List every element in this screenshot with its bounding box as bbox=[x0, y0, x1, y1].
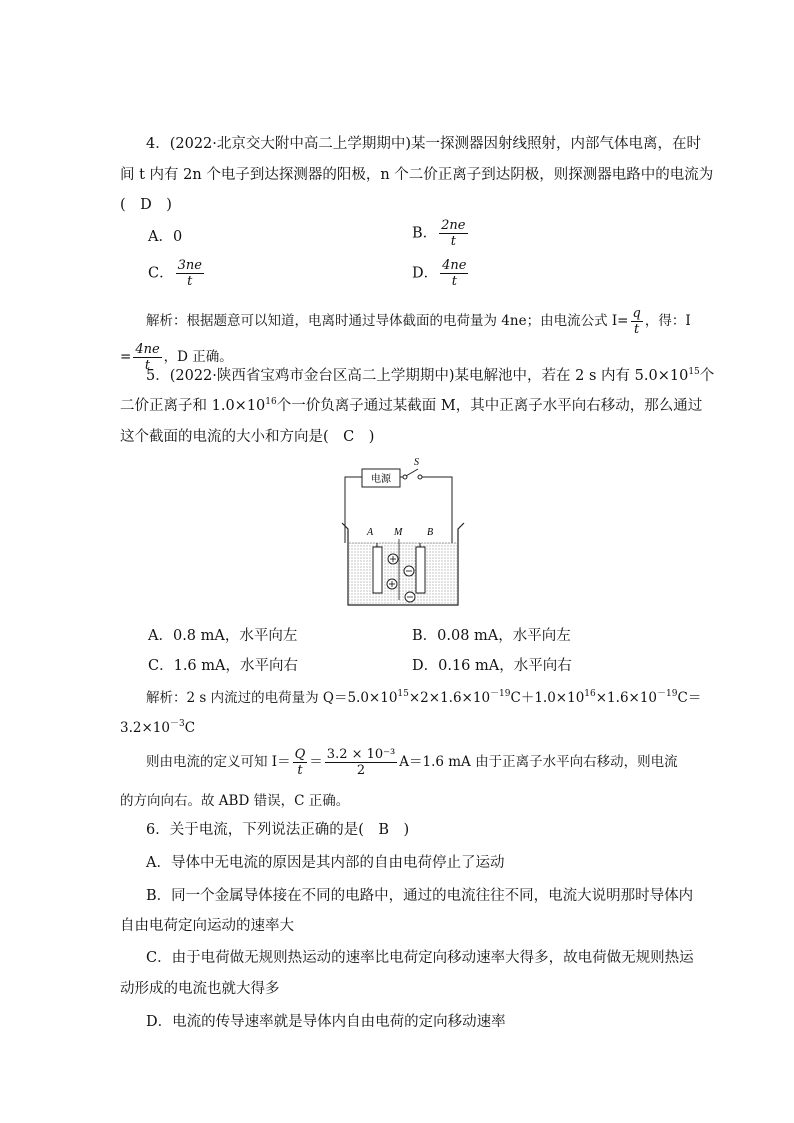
q5-solution-line3 bbox=[146, 747, 678, 778]
text-segment: 则由电流的定义可知 I＝ bbox=[146, 754, 291, 770]
fraction-numerator: 4ne bbox=[135, 342, 160, 357]
text-segment: ×2×1.6×10 bbox=[408, 690, 491, 706]
superscript: 16 bbox=[265, 397, 277, 407]
solution-fraction bbox=[325, 747, 397, 778]
q4-answer: ( D ) bbox=[120, 197, 172, 213]
q4-option-b-label: B． bbox=[412, 225, 438, 242]
q6-option-c-line2: 动形成的电流也就大得多 bbox=[120, 981, 280, 997]
q4-solution-line1 bbox=[146, 306, 691, 337]
superscript: －3 bbox=[169, 719, 185, 729]
fraction-denominator: t bbox=[187, 274, 193, 289]
q5-stem-line2 bbox=[120, 394, 702, 415]
text-segment: ＝ bbox=[309, 754, 323, 770]
q5-solution-line2 bbox=[120, 716, 195, 736]
fraction-numerator: q bbox=[632, 306, 641, 321]
fraction-denominator: t bbox=[144, 358, 151, 373]
q4-option-d-label: D． bbox=[412, 265, 439, 282]
text-segment: 解析：2 s 内流过的电荷量为 Q＝5.0×10 bbox=[146, 690, 398, 706]
q4-option-c-label: C． bbox=[148, 265, 174, 282]
label-b: B bbox=[427, 527, 434, 538]
text-segment: ×1.6×10 bbox=[595, 690, 658, 706]
q4-option-b bbox=[412, 218, 470, 249]
electrode-a bbox=[373, 547, 382, 593]
label-a: A bbox=[367, 527, 374, 538]
q6-option-a: A．导体中无电流的原因是其内部的自由电荷停止了运动 bbox=[146, 855, 505, 871]
q5-option-d: D．0.16 mA，水平向右 bbox=[412, 658, 572, 674]
solution-fraction bbox=[631, 306, 643, 337]
power-source-label: 电源 bbox=[371, 474, 391, 485]
q4-option-a: A．0 bbox=[148, 229, 183, 245]
q5-solution-line1 bbox=[146, 686, 701, 706]
q4-stem-line2: 间 t 内有 2n 个电子到达探测器的阳极，n 个二价正离子到达阴极，则探测器电路中的电流为 bbox=[120, 167, 714, 183]
text-segment: 二价正离子和 1.0×10 bbox=[120, 398, 266, 414]
fraction-numerator: 4ne bbox=[442, 258, 467, 273]
text-segment: C bbox=[184, 720, 196, 736]
negative-ion-2 bbox=[405, 592, 415, 602]
fraction-numerator: 3.2 × 10⁻³ bbox=[326, 747, 396, 762]
text-segment: 解析：根据题意可以知道，电离时通过导体截面的电荷量为 4ne；由电流公式 I= bbox=[146, 313, 629, 329]
positive-ion-1 bbox=[388, 554, 398, 564]
positive-ion-2 bbox=[387, 579, 397, 589]
text-segment: 个 bbox=[699, 368, 715, 384]
switch-blade bbox=[406, 469, 418, 476]
superscript: －19 bbox=[657, 689, 678, 699]
fraction-numerator: Q bbox=[294, 747, 306, 762]
fraction-denominator: t bbox=[634, 322, 640, 337]
text-segment: C＝ bbox=[677, 690, 702, 706]
q4-option-c bbox=[148, 258, 206, 289]
fraction-denominator: t bbox=[451, 274, 457, 289]
superscript: －19 bbox=[490, 689, 511, 699]
fraction-numerator: 3ne bbox=[177, 258, 202, 273]
q6-option-c-line1: C．由于电荷做无规则热运动的速率比电荷定向移动速率大得多，故电荷做无规则热运 bbox=[146, 950, 694, 966]
electrolysis-circuit-diagram bbox=[330, 455, 470, 607]
label-m: M bbox=[394, 527, 403, 538]
superscript: 15 bbox=[397, 689, 409, 699]
text-segment: 个一价负离子通过某截面 M，其中正离子水平向右移动，那么通过 bbox=[276, 398, 703, 414]
fraction-denominator: t bbox=[297, 763, 303, 778]
q5-stem-line3: 这个截面的电流的大小和方向是( C ) bbox=[120, 429, 375, 445]
q6-option-b-line2: 自由电荷定向运动的速率大 bbox=[120, 918, 294, 934]
q6-option-d: D．电流的传导速率就是导体内自由电荷的定向移动速率 bbox=[146, 1014, 506, 1030]
superscript: 15 bbox=[688, 367, 700, 377]
fraction-numerator: 2ne bbox=[441, 218, 466, 233]
switch-label: S bbox=[414, 457, 419, 468]
text-segment: ，D 正确。 bbox=[163, 349, 233, 365]
superscript: 16 bbox=[584, 689, 596, 699]
text-segment: = bbox=[120, 349, 132, 365]
q4-option-c-fraction bbox=[176, 258, 204, 289]
q4-stem-line1: 4．(2022·北京交大附中高二上学期期中)某一探测器因射线照射，内部气体电离，在时 bbox=[146, 136, 702, 152]
q4-option-d bbox=[412, 258, 470, 289]
q5-option-a: A．0.8 mA，水平向左 bbox=[148, 628, 298, 644]
text-segment: 3.2×10 bbox=[120, 720, 170, 736]
solution-fraction bbox=[293, 747, 308, 778]
q5-solution-line4: 的方向向右。故 ABD 错误，C 正确。 bbox=[120, 793, 350, 809]
text-segment: A＝1.6 mA 由于正离子水平向右移动，则电流 bbox=[399, 754, 678, 770]
q5-option-b: B．0.08 mA，水平向左 bbox=[412, 628, 571, 644]
q6-stem: 6．关于电流，下列说法正确的是( B ) bbox=[146, 822, 410, 838]
text-segment: 5．(2022·陕西省宝鸡市金台区高二上学期期中)某电解池中，若在 2 s 内有 5.0×10 bbox=[146, 368, 689, 384]
switch-contact-right bbox=[418, 475, 422, 479]
q5-option-c: C．1.6 mA，水平向右 bbox=[148, 658, 298, 674]
text-segment: ，得：I bbox=[644, 313, 691, 329]
fraction-denominator: t bbox=[450, 234, 456, 249]
q6-option-b-line1: B．同一个金属导体接在不同的电路中，通过的电流往往不同，电流大说明那时导体内 bbox=[146, 888, 694, 904]
electrode-b bbox=[416, 547, 425, 593]
q4-option-b-fraction bbox=[439, 218, 467, 249]
negative-ion-1 bbox=[404, 566, 414, 576]
q5-stem-line1 bbox=[146, 364, 714, 385]
text-segment: C＋1.0×10 bbox=[510, 690, 585, 706]
fraction-denominator: 2 bbox=[356, 763, 366, 778]
q4-option-d-fraction bbox=[440, 258, 468, 289]
electrolyte-solution bbox=[349, 543, 457, 604]
